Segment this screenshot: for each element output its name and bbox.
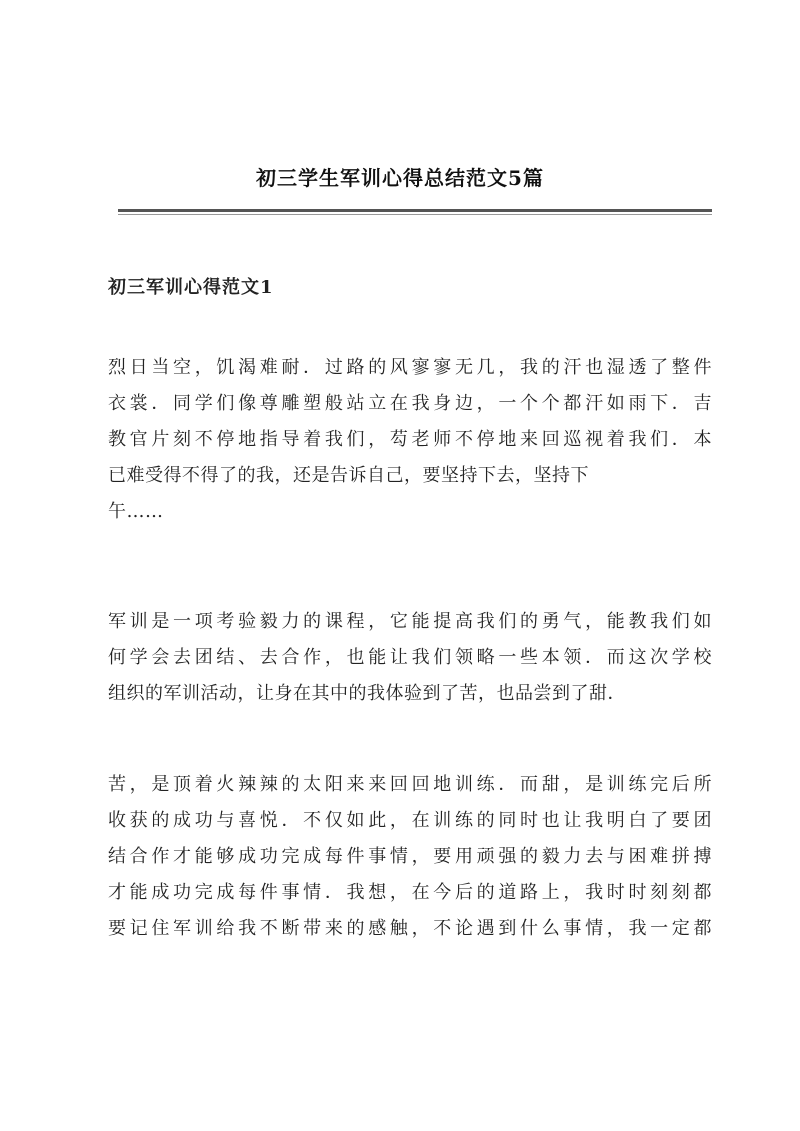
- paragraph-line: 才能成功完成每件事情．我想，在今后的道路上，我时时刻刻都: [108, 882, 712, 903]
- paragraph-line: 收获的成功与喜悦．不仅如此，在训练的同时也让我明白了要团: [108, 810, 712, 831]
- paragraph-line: 苦，是顶着火辣辣的太阳来来回回地训练．而甜，是训练完后所: [108, 774, 712, 795]
- paragraph-1: [108, 350, 712, 530]
- paragraph-line: 要记住军训给我不断带来的感触，不论遇到什么事情，我一定都: [108, 918, 712, 939]
- paragraph-line: 军训是一项考验毅力的课程，它能提高我们的勇气，能教我们如: [108, 611, 712, 632]
- document-title: 初三学生军训心得总结范文5篇: [256, 166, 544, 190]
- paragraph-line: 烈日当空，饥渴难耐．过路的风寥寥无几，我的汗也湿透了整件: [108, 357, 712, 378]
- title-underline-thin: [118, 214, 712, 215]
- title-underline-thick: [118, 209, 712, 212]
- paragraph-line: 已难受得不得了的我，还是告诉自己，要坚持下去，坚持下: [108, 465, 589, 486]
- paragraph-line: 何学会去团结、去合作，也能让我们领略一些本领．而这次学校: [108, 647, 712, 668]
- paragraph-line: 结合作才能够成功完成每件事情，要用顽强的毅力去与困难拼搏: [108, 846, 712, 867]
- paragraph-2: [108, 604, 712, 712]
- paragraph-line: 午……: [108, 501, 164, 522]
- paragraph-line: 教官片刻不停地指导着我们，芶老师不停地来回巡视着我们．本: [108, 429, 712, 450]
- section-heading: 初三军训心得范文1: [108, 277, 274, 298]
- paragraph-line: 衣裳．同学们像尊雕塑般站立在我身边，一个个都汗如雨下．吉: [108, 393, 712, 414]
- paragraph-3: [108, 767, 712, 947]
- paragraph-line: 组织的军训活动，让身在其中的我体验到了苦，也品尝到了甜．: [108, 683, 626, 704]
